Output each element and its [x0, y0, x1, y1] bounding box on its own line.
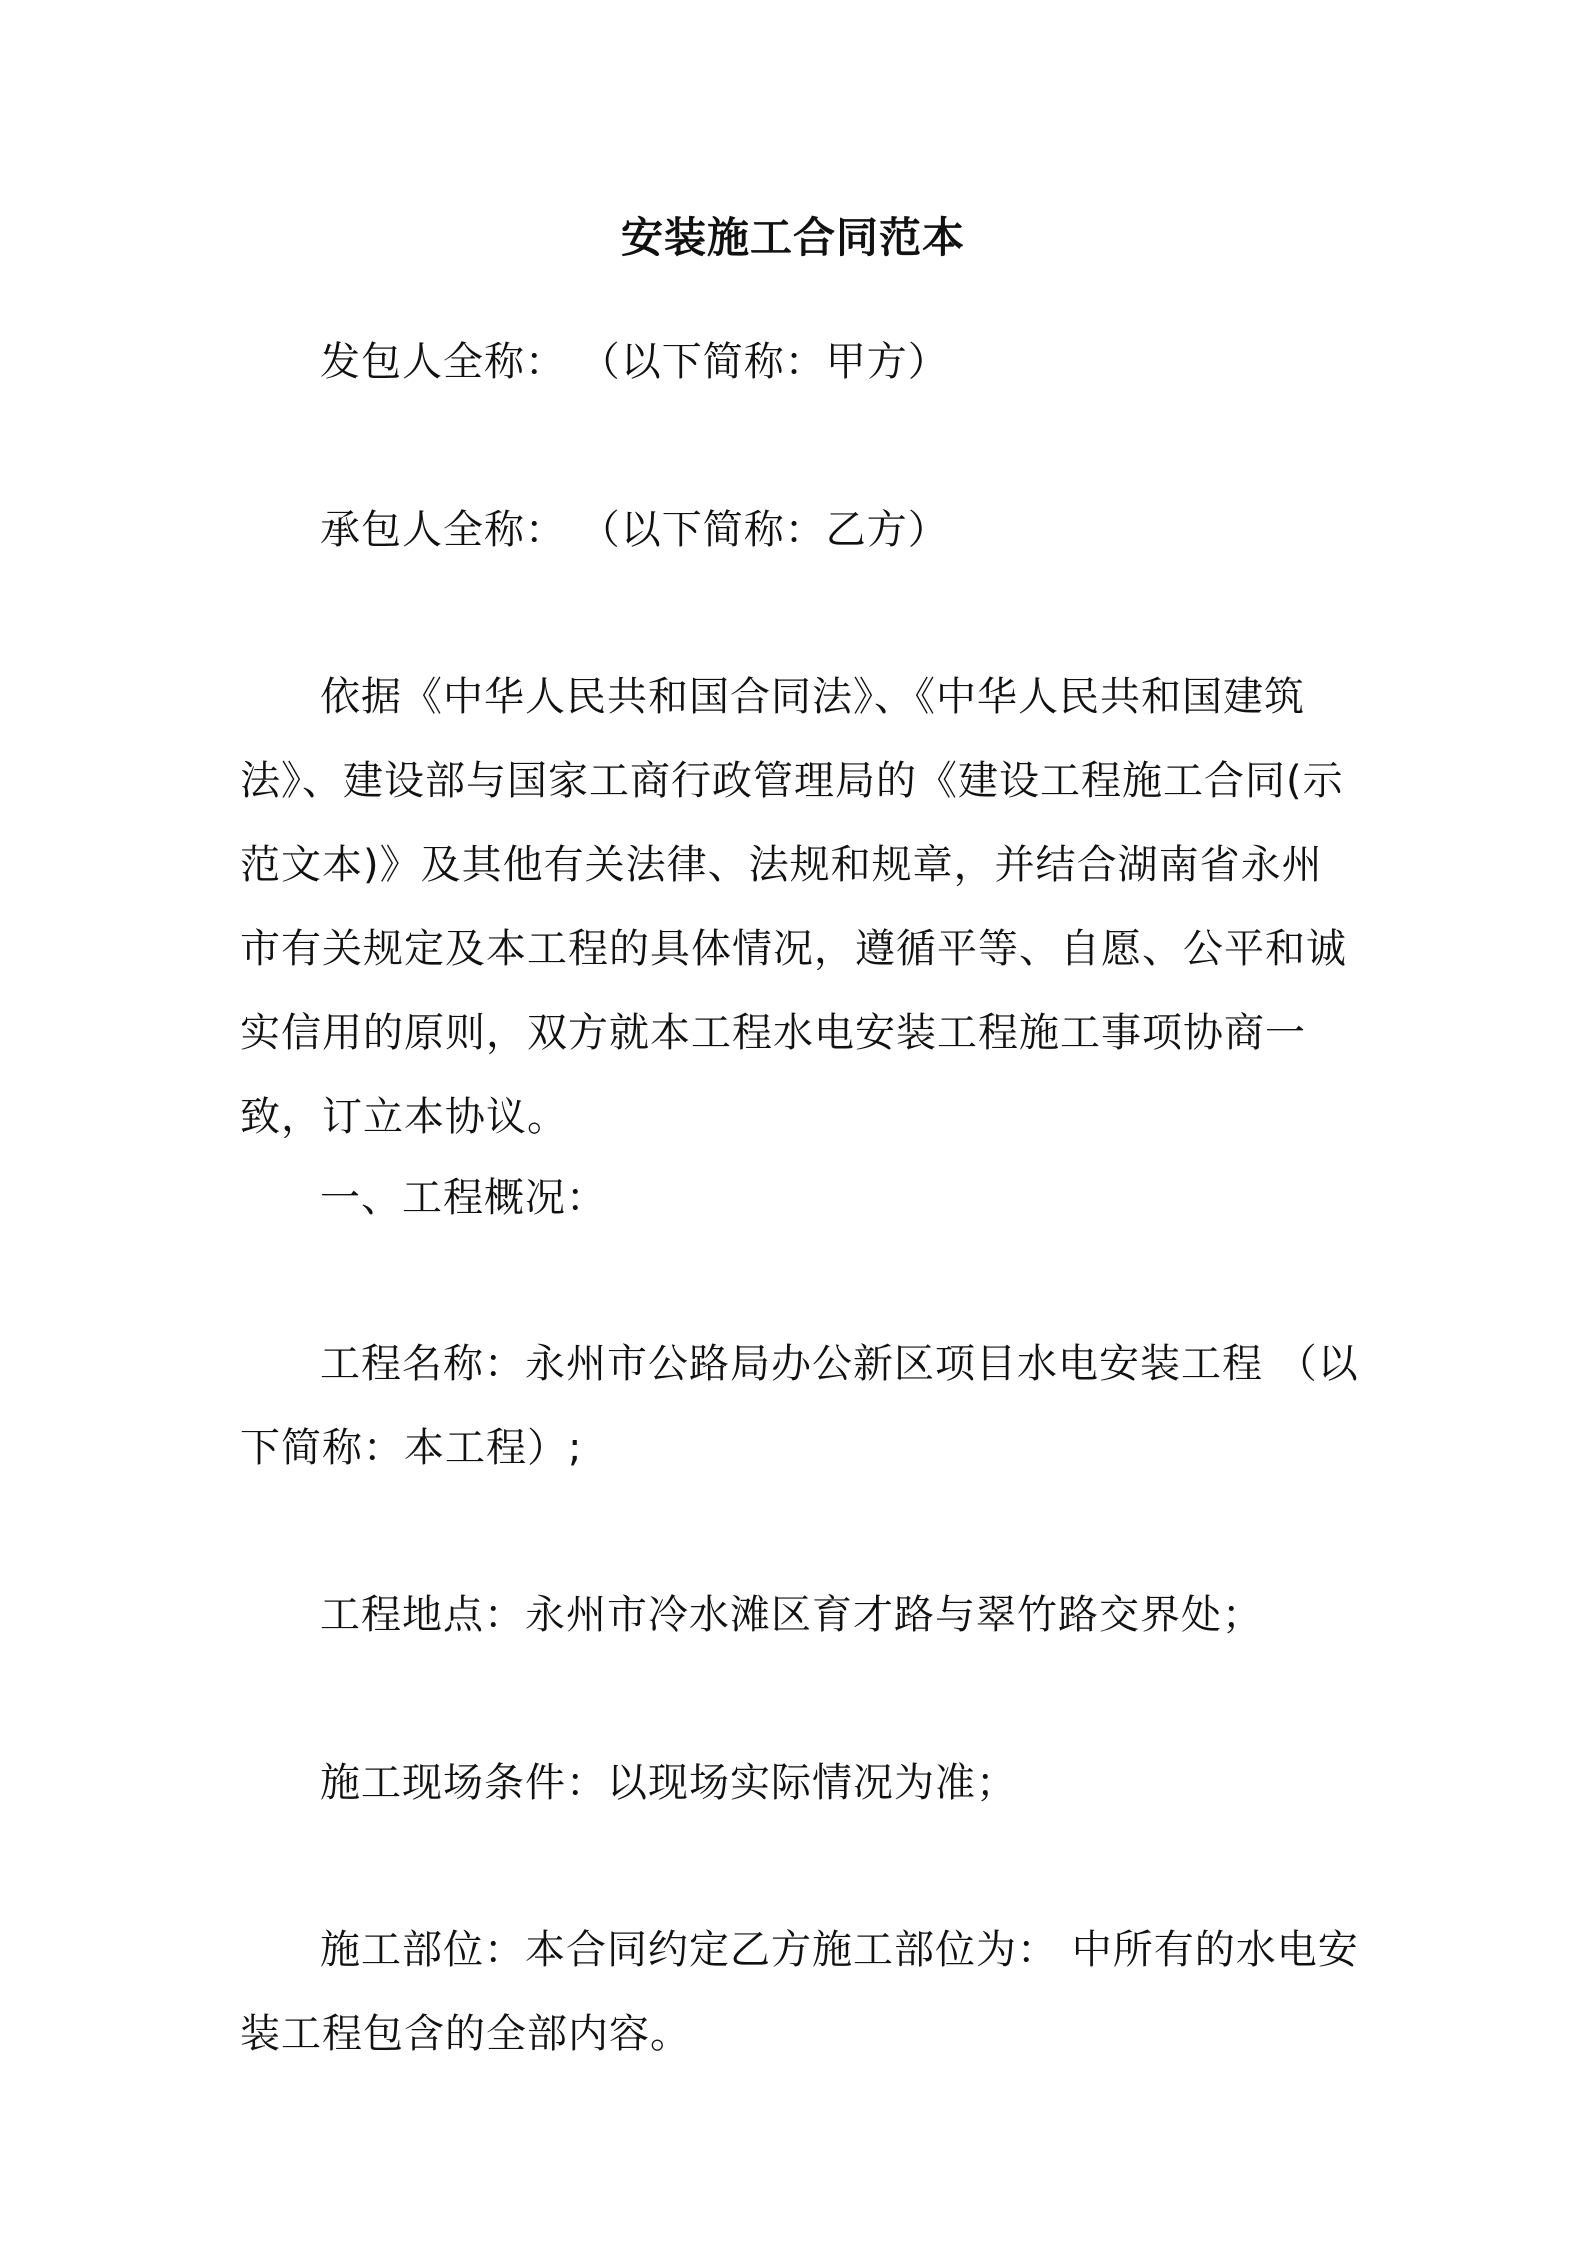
document-title: 安装施工合同范本 — [620, 213, 965, 262]
construction-scope-paragraph: 施工部位：本合同约定乙方施工部位为： 中所有的水电安装工程包含的全部内容。 — [240, 1927, 1359, 2057]
employer-paragraph: 发包人全称： （以下简称：甲方） — [320, 339, 949, 385]
site-conditions-paragraph: 施工现场条件：以现场实际情况为准； — [320, 1760, 1017, 1806]
legal-basis-paragraph: 依据《中华人民共和国合同法》、《中华人民共和国建筑法》、建设部与国家工商行政管理局的《建设工程施工合同(示范文本)》及其他有关法律、法规和规章，并结合湖南省永州市有关规定及本工程的具体情况，遵循平等、自愿、公平和诚实信用的原则，双方就本工程水电安装工程施工事项协商一致，订立本协议。 — [240, 674, 1347, 1140]
section-heading-project-overview: 一、工程概况： — [320, 1175, 607, 1221]
project-location-paragraph: 工程地点：永州市冷水滩区育才路与翠竹路交界处； — [320, 1592, 1263, 1638]
project-name-paragraph: 工程名称：永州市公路局办公新区项目水电安装工程 （以下简称：本工程）; — [240, 1341, 1359, 1471]
contractor-paragraph: 承包人全称： （以下简称：乙方） — [320, 507, 949, 553]
